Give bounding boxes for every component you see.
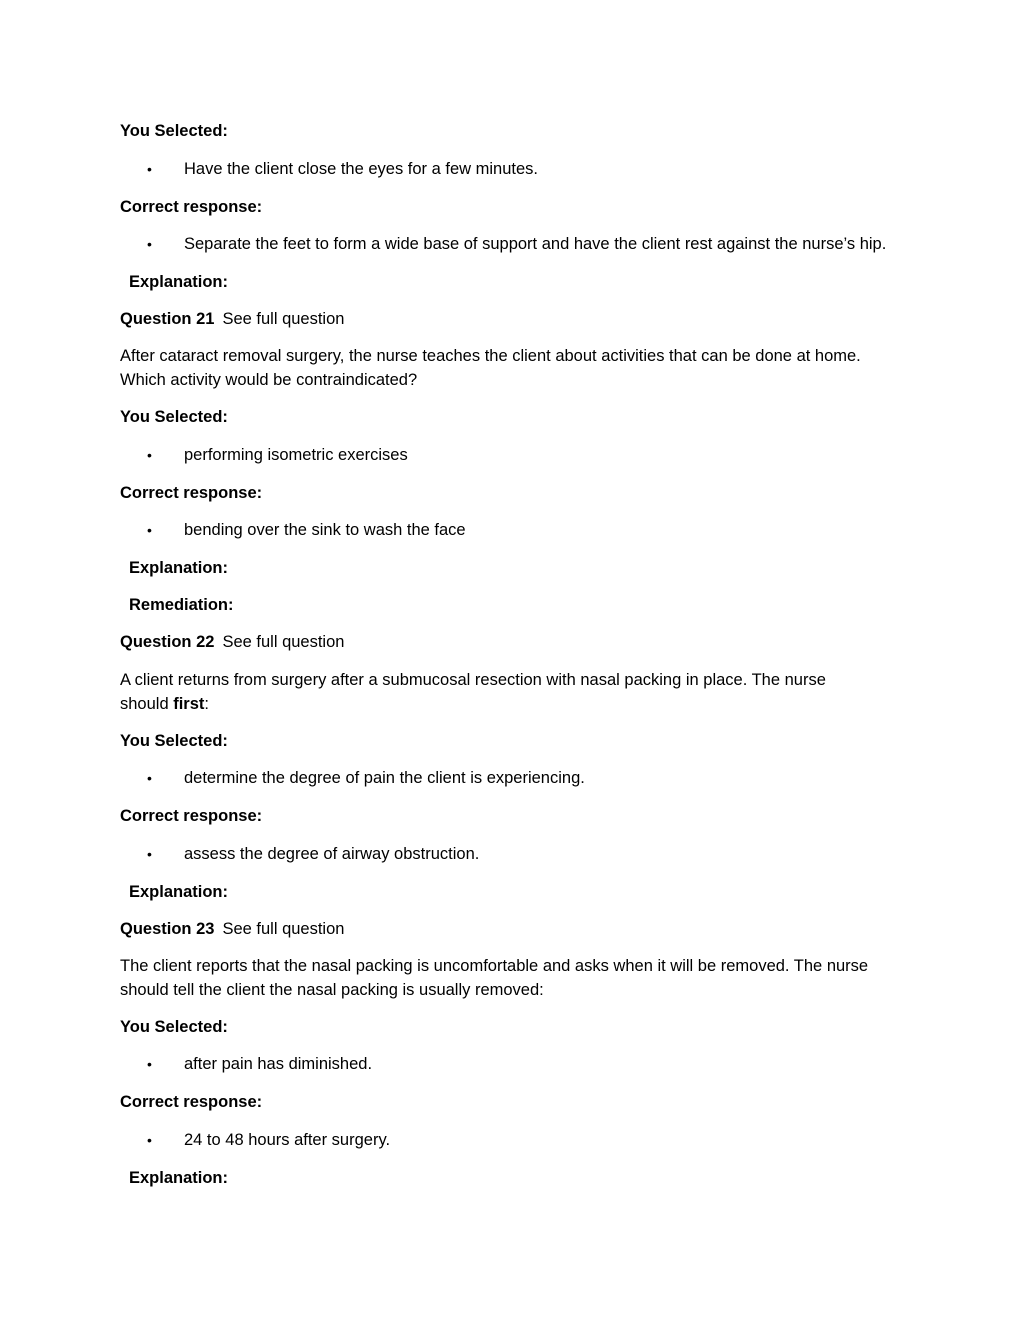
question-prompt [120, 344, 900, 392]
explanation-label: Explanation: [129, 273, 229, 291]
answer-text: determine the degree of pain the client is experiencing. [184, 769, 585, 787]
question-prompt [120, 954, 900, 1002]
bullet-icon: • [147, 236, 152, 252]
see-full-question-link[interactable]: See full question [222, 633, 345, 651]
prompt-line: should tell the client the nasal packing is usually removed: [120, 981, 544, 999]
bullet-icon: • [147, 1132, 152, 1148]
correct-response-label: Correct response: [120, 1093, 263, 1111]
explanation-label: Explanation: [129, 883, 229, 901]
prompt-line: After cataract removal surgery, the nurse teaches the client about activities that can be done at home. [120, 347, 861, 365]
answer-text: Have the client close the eyes for a few minutes. [184, 160, 539, 178]
correct-response-item [0, 518, 1020, 542]
bullet-icon: • [147, 1056, 152, 1072]
prompt-line: The client reports that the nasal packing is uncomfortable and asks when it will be removed. The nurse [120, 957, 869, 975]
you-selected-label: You Selected: [120, 732, 228, 750]
see-full-question-link[interactable]: See full question [222, 920, 345, 938]
answer-text: assess the degree of airway obstruction. [184, 845, 480, 863]
answer-text: bending over the sink to wash the face [184, 521, 466, 539]
correct-response-item [0, 232, 1020, 256]
answer-text: performing isometric exercises [184, 446, 408, 464]
see-full-question-link[interactable]: See full question [222, 310, 345, 328]
prompt-emphasis: first [173, 695, 205, 713]
bullet-icon: • [147, 447, 152, 463]
you-selected-item [0, 766, 1020, 790]
question-number: Question 22 [120, 633, 215, 651]
question-number: Question 21 [120, 310, 215, 328]
you-selected-item [0, 1052, 1020, 1076]
prompt-text: should [120, 695, 174, 713]
question-header [120, 917, 344, 941]
you-selected-label: You Selected: [120, 408, 228, 426]
question-header [120, 307, 344, 331]
bullet-icon: • [147, 846, 152, 862]
bullet-icon: • [147, 161, 152, 177]
question-header [120, 630, 344, 654]
explanation-label: Explanation: [129, 1169, 229, 1187]
answer-text: 24 to 48 hours after surgery. [184, 1131, 391, 1149]
prompt-line [120, 692, 900, 716]
prompt-line: Which activity would be contraindicated? [120, 371, 418, 389]
explanation-label: Explanation: [129, 559, 229, 577]
prompt-line: A client returns from surgery after a submucosal resection with nasal packing in place. The nurse [120, 671, 826, 689]
bullet-icon: • [147, 522, 152, 538]
correct-response-label: Correct response: [120, 807, 263, 825]
answer-text: after pain has diminished. [184, 1055, 373, 1073]
question-prompt [120, 668, 900, 716]
correct-response-item [0, 842, 1020, 866]
question-number: Question 23 [120, 920, 215, 938]
bullet-icon: • [147, 770, 152, 786]
you-selected-label: You Selected: [120, 122, 228, 140]
correct-response-label: Correct response: [120, 484, 263, 502]
prompt-text: : [204, 695, 209, 713]
remediation-label: Remediation: [129, 596, 234, 614]
answer-text: Separate the feet to form a wide base of support and have the client rest against the nurse’s hip. [184, 235, 887, 253]
you-selected-item [0, 157, 1020, 181]
correct-response-label: Correct response: [120, 198, 263, 216]
correct-response-item [0, 1128, 1020, 1152]
you-selected-label: You Selected: [120, 1018, 228, 1036]
you-selected-item [0, 443, 1020, 467]
